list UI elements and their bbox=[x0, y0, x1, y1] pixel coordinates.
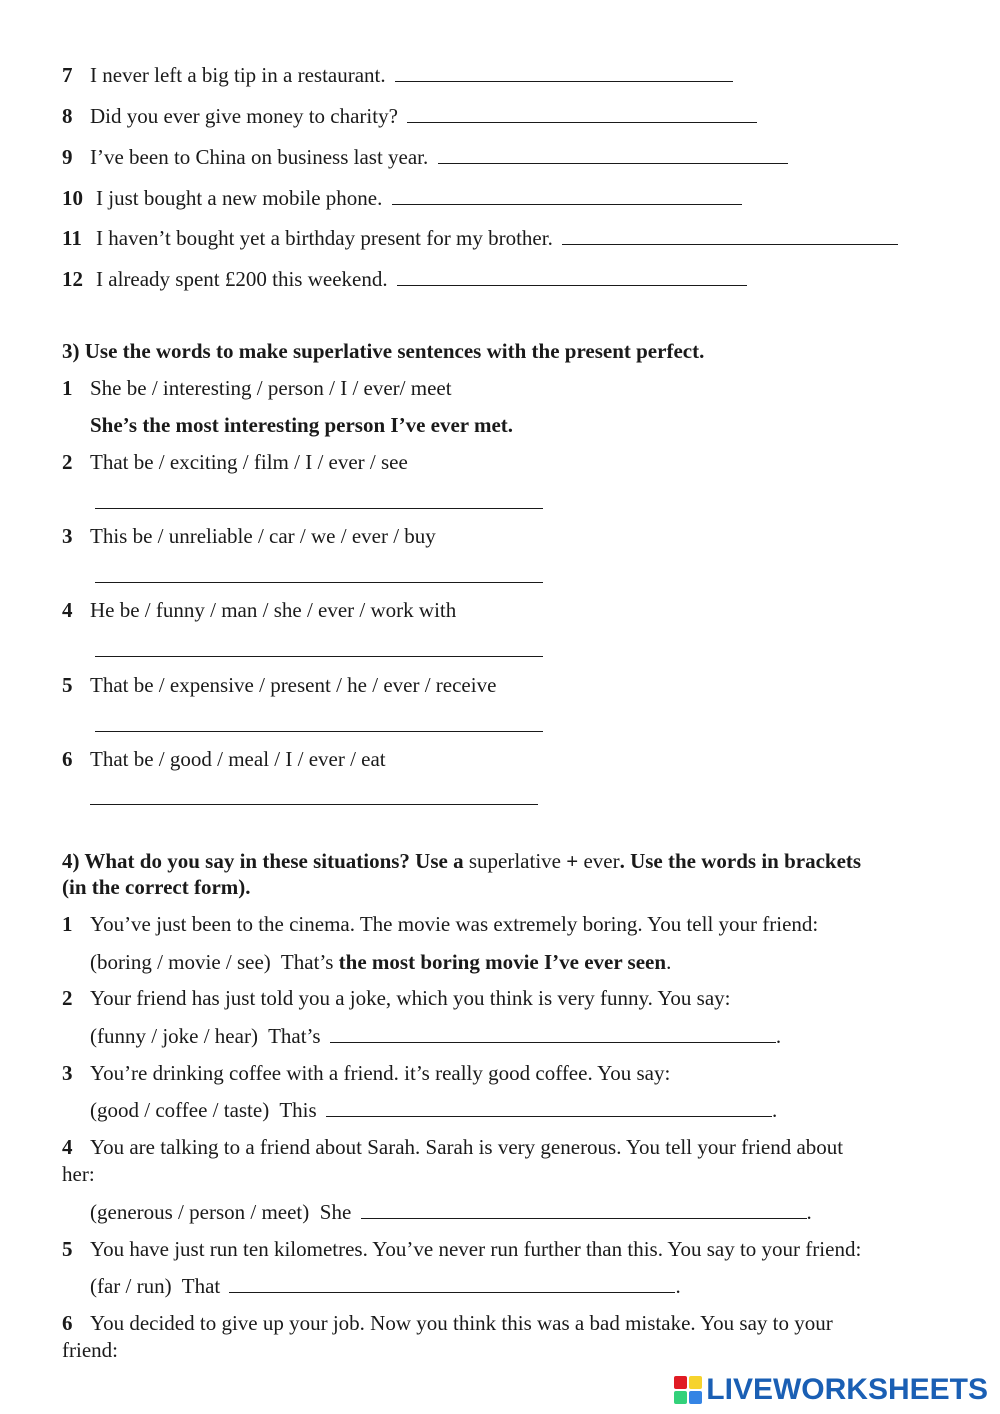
answer-blank[interactable] bbox=[395, 63, 733, 82]
s3-item-2: 2 That be / exciting / film / I / ever / see bbox=[62, 450, 408, 474]
logo-square-red bbox=[674, 1376, 687, 1389]
s3-item-5: 5 That be / expensive / present / he / ever / receive bbox=[62, 673, 497, 697]
s4-item-3-response: (good / coffee / taste) This . bbox=[90, 1098, 778, 1122]
s4-item-4-response: (generous / person / meet) She . bbox=[90, 1200, 812, 1224]
exercise-item-7: 7 I never left a big tip in a restaurant. bbox=[62, 62, 733, 88]
answer-line[interactable] bbox=[90, 804, 538, 805]
s4-item-4-cont: her: bbox=[62, 1162, 95, 1186]
s4-item-2: 2 Your friend has just told you a joke, which you think is very funny. You say: bbox=[62, 986, 731, 1010]
liveworksheets-logo[interactable] bbox=[674, 1372, 988, 1408]
logo-square-green bbox=[674, 1391, 687, 1404]
exercise-item-8: 8 Did you ever give money to charity? bbox=[62, 103, 757, 129]
answer-blank[interactable] bbox=[392, 186, 742, 205]
s3-example-answer: She’s the most interesting person I’ve ever met. bbox=[90, 413, 514, 437]
s4-item-1: 1 You’ve just been to the cinema. The movie was extremely boring. You tell your friend: bbox=[62, 912, 819, 936]
answer-blank[interactable] bbox=[229, 1274, 675, 1293]
logo-square-yellow bbox=[689, 1376, 702, 1389]
liveworksheets-logo-icon bbox=[674, 1376, 702, 1404]
s4-item-6: 6 You decided to give up your job. Now you think this was a bad mistake. You say to your bbox=[62, 1311, 833, 1335]
s4-item-5: 5 You have just run ten kilometres. You’ve never run further than this. You say to your friend: bbox=[62, 1237, 862, 1261]
answer-blank[interactable] bbox=[407, 104, 757, 123]
s3-item-1: 1 She be / interesting / person / I / ever/ meet bbox=[62, 376, 452, 400]
exercise-item-9: 9 I’ve been to China on business last year. bbox=[62, 144, 788, 170]
exercise-item-11: 11 I haven’t bought yet a birthday present for my brother. bbox=[62, 225, 898, 251]
answer-line[interactable] bbox=[95, 731, 543, 732]
s3-item-3: 3 This be / unreliable / car / we / ever / buy bbox=[62, 524, 436, 548]
answer-blank[interactable] bbox=[326, 1098, 772, 1117]
s3-item-4: 4 He be / funny / man / she / ever / work with bbox=[62, 598, 457, 622]
logo-text: LIVEWORKSHEETS bbox=[706, 1373, 988, 1406]
logo-square-blue bbox=[689, 1391, 702, 1404]
s4-item-3: 3 You’re drinking coffee with a friend. it’s really good coffee. You say: bbox=[62, 1061, 671, 1085]
section-3-heading: 3) Use the words to make superlative sentences with the present perfect. bbox=[62, 339, 705, 363]
s4-item-6-cont: friend: bbox=[62, 1338, 118, 1362]
s4-item-2-response: (funny / joke / hear) That’s . bbox=[90, 1024, 782, 1048]
answer-line[interactable] bbox=[95, 656, 543, 657]
answer-blank[interactable] bbox=[361, 1200, 807, 1219]
answer-line[interactable] bbox=[95, 508, 543, 509]
s4-item-5-response: (far / run) That . bbox=[90, 1274, 681, 1298]
answer-blank[interactable] bbox=[397, 267, 747, 286]
exercise-item-10: 10 I just bought a new mobile phone. bbox=[62, 185, 742, 211]
answer-blank[interactable] bbox=[438, 145, 788, 164]
section-4-heading: 4) What do you say in these situations? Use a superlative + ever. Use the words in brackets (in the correct form). bbox=[62, 849, 862, 899]
s4-item-1-response: (boring / movie / see) That’s the most boring movie I’ve ever seen. bbox=[90, 950, 672, 974]
s3-item-6: 6 That be / good / meal / I / ever / eat bbox=[62, 747, 386, 771]
answer-line[interactable] bbox=[95, 582, 543, 583]
answer-blank[interactable] bbox=[330, 1024, 776, 1043]
s4-item-4: 4 You are talking to a friend about Sarah. Sarah is very generous. You tell your friend about bbox=[62, 1135, 844, 1159]
answer-blank[interactable] bbox=[562, 226, 898, 245]
exercise-item-12: 12 I already spent £200 this weekend. bbox=[62, 266, 747, 292]
